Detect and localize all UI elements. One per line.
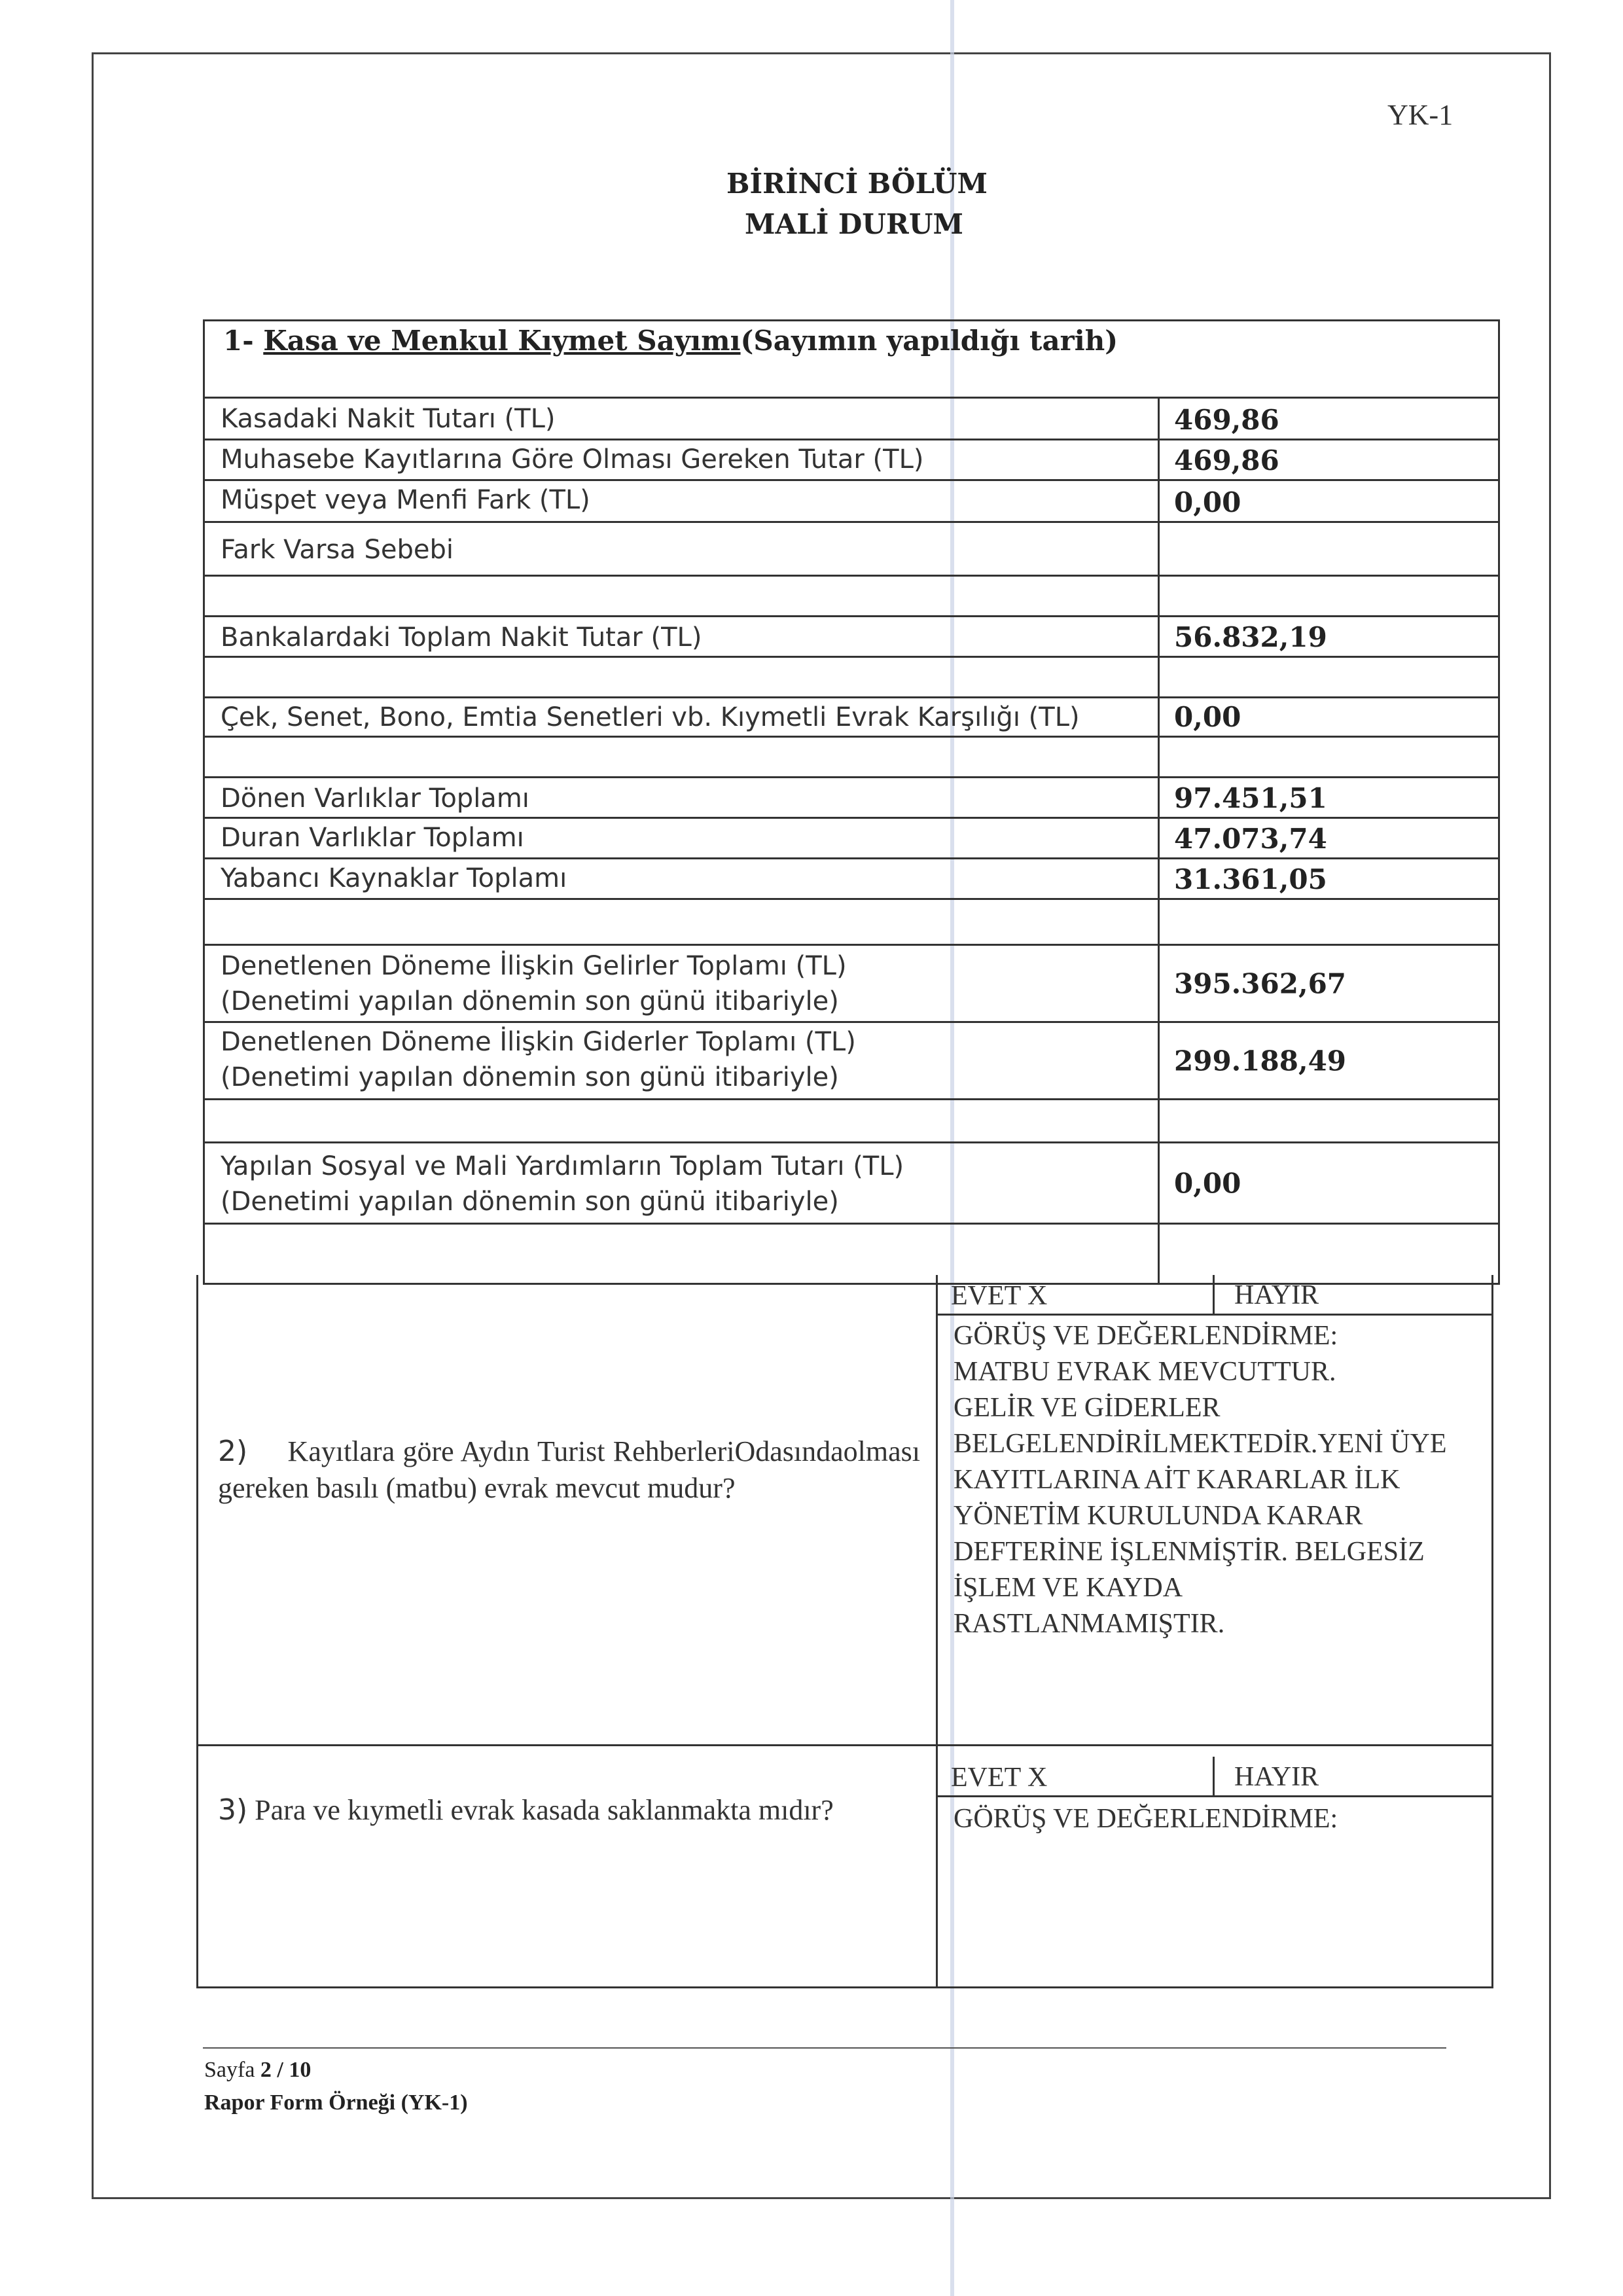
question-3-row — [198, 1746, 1491, 1988]
row-label: Kasadaki Nakit Tutarı (TL) — [221, 404, 556, 434]
question-3-comment: GÖRÜŞ VE DEĞERLENDİRME: — [954, 1804, 1338, 1834]
row-label: Müspet veya Menfi Fark (TL) — [221, 485, 590, 515]
row-value: 469,86 — [1158, 440, 1498, 479]
table-row — [205, 1143, 1498, 1225]
no-option: HAYIR — [1213, 1275, 1491, 1314]
table-row — [205, 1225, 1498, 1283]
row-value — [1158, 1100, 1498, 1141]
row-label — [221, 1100, 1163, 1141]
row-value: 56.832,19 — [1158, 617, 1498, 656]
row-label — [221, 658, 1163, 696]
table-row — [205, 440, 1498, 481]
row-value: 0,00 — [1158, 698, 1498, 736]
document-code: YK-1 — [1387, 99, 1454, 131]
table-row — [205, 1100, 1498, 1143]
row-value — [1158, 577, 1498, 615]
row-value — [1158, 658, 1498, 696]
table-row — [205, 738, 1498, 778]
row-value: 469,86 — [1158, 399, 1498, 439]
table-row — [205, 778, 1498, 819]
row-label — [221, 738, 1163, 776]
heading-number: 1- — [223, 325, 254, 357]
yes-marked: EVET X — [951, 1281, 1048, 1311]
table-heading — [205, 321, 1498, 399]
table-row — [205, 946, 1498, 1023]
table-row — [205, 859, 1498, 900]
row-value: 31.361,05 — [1158, 859, 1498, 898]
row-value — [1158, 1225, 1498, 1283]
question-2-comment: GÖRÜŞ VE DEĞERLENDİRME: MATBU EVRAK MEVCUTTUR. GELİR VE GİDERLER BELGELENDİRİLMEKTEDİR.YENİ ÜYE KAYITLARINA AİT KARARLAR İLK YÖNETİM KURULUNDA KARAR DEFTERİNE İŞLENMİŞTİR. BELGESİZ İŞLEM VE KAYDA RASTLANMAMIŞTIR. — [954, 1321, 1447, 1639]
row-value: 395.362,67 — [1158, 946, 1498, 1021]
row-value: 97.451,51 — [1158, 778, 1498, 817]
questions-table — [196, 1275, 1493, 1988]
row-value — [1158, 523, 1498, 575]
page-number: 2 / 10 — [260, 2058, 312, 2082]
question-2-yes-no — [938, 1275, 1491, 1316]
row-label: Dönen Varlıklar Toplamı — [221, 783, 529, 814]
row-value: 0,00 — [1158, 481, 1498, 521]
row-label: Çek, Senet, Bono, Emtia Senetleri vb. Kıymetli Evrak Karşılığı (TL) — [221, 702, 1080, 732]
section-title — [654, 164, 1309, 245]
table-row — [205, 577, 1498, 617]
table-row — [205, 900, 1498, 946]
question-2-text: 2) Kayıtlara göre Aydın Turist RehberleriOdasındaolması gereken basılı (matbu) evrak mevcut mudur? — [218, 1435, 920, 1504]
cash-securities-table — [203, 319, 1500, 1285]
table-row — [205, 481, 1498, 523]
table-row — [205, 617, 1498, 658]
row-label: Bankalardaki Toplam Nakit Tutar (TL) — [221, 622, 702, 653]
question-3-text: 3) Para ve kıymetli evrak kasada saklanmakta mıdır? — [218, 1793, 834, 1827]
title-line-1: BİRİNCİ BÖLÜM — [726, 168, 988, 200]
question-2-number: 2) — [218, 1435, 248, 1468]
table-row — [205, 1023, 1498, 1100]
row-label: Fark Varsa Sebebi — [221, 535, 454, 565]
row-value — [1158, 900, 1498, 944]
row-label — [221, 900, 1163, 944]
yes-marked: EVET X — [951, 1763, 1048, 1793]
row-label: Muhasebe Kayıtlarına Göre Olması Gereken Tutar (TL) — [221, 444, 924, 475]
row-label: Yabancı Kaynaklar Toplamı — [221, 863, 567, 893]
heading-suffix: (Sayımın yapıldığı tarih) — [740, 325, 1118, 357]
row-label: Yapılan Sosyal ve Mali Yardımların Toplam Tutarı (TL) (Denetimi yapılan dönemin son günü itibariyle) — [221, 1151, 904, 1217]
row-value — [1158, 738, 1498, 776]
question-3-cell — [198, 1746, 938, 1988]
table-row — [205, 819, 1498, 859]
question-3-yes-no — [938, 1757, 1491, 1797]
page-footer — [204, 2054, 468, 2119]
question-2-row — [198, 1275, 1491, 1746]
no-option: HAYIR — [1213, 1757, 1491, 1795]
row-label: Denetlenen Döneme İlişkin Gelirler Toplamı (TL) (Denetimi yapılan dönemin son günü itibariyle) — [221, 951, 847, 1016]
table-row — [205, 399, 1498, 440]
row-value: 299.188,49 — [1158, 1023, 1498, 1098]
row-label — [221, 577, 1163, 615]
row-value: 47.073,74 — [1158, 819, 1498, 857]
question-2-cell — [198, 1275, 938, 1744]
footer-divider — [203, 2047, 1446, 2049]
row-value: 0,00 — [1158, 1143, 1498, 1223]
table-row — [205, 698, 1498, 738]
title-line-2: MALİ DURUM — [745, 208, 963, 240]
page-prefix: Sayfa — [204, 2058, 255, 2082]
row-label: Denetlenen Döneme İlişkin Giderler Toplamı (TL) (Denetimi yapılan dönemin son günü itibariyle) — [221, 1027, 856, 1092]
heading-title: Kasa ve Menkul Kıymet Sayımı — [263, 325, 741, 357]
question-2-answer-cell — [938, 1275, 1491, 1744]
table-row — [205, 523, 1498, 577]
form-name: Rapor Form Örneği (YK-1) — [204, 2090, 468, 2115]
question-3-number: 3) — [218, 1793, 248, 1827]
row-label: Duran Varlıklar Toplamı — [221, 823, 524, 853]
row-label — [221, 1225, 1163, 1283]
question-3-answer-cell — [938, 1746, 1491, 1988]
table-row — [205, 658, 1498, 698]
